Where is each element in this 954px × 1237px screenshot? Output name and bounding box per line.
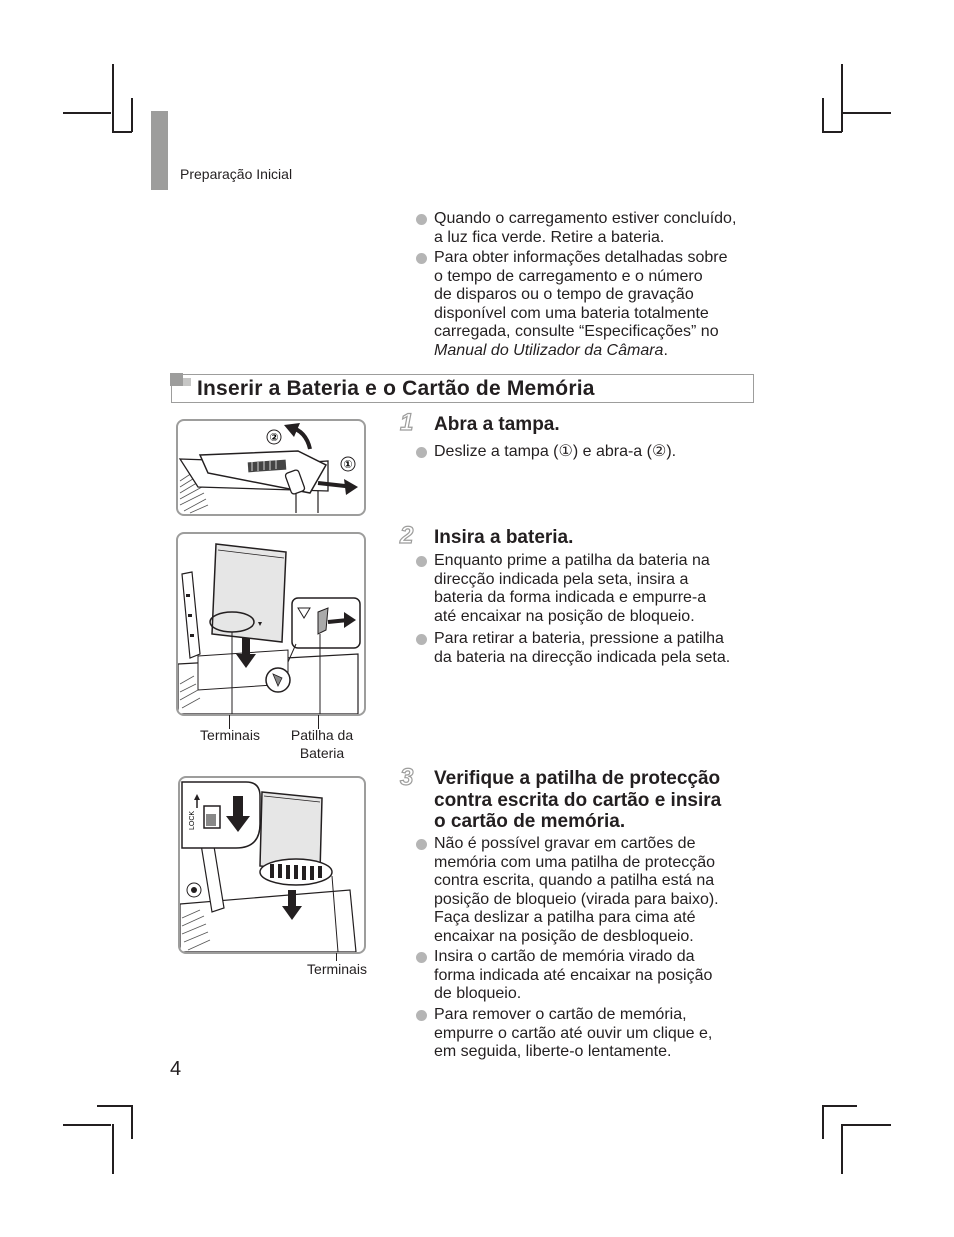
step-bullet: Não é possível gravar em cartões de memória com uma patilha de protecção contra escrita, quando a patilha está na posição de bloqueio (virada para baixo). Faça deslizar a patilha para cima até encaixar na posição de desbloqueio. xyxy=(416,835,761,947)
step-number: 2 xyxy=(400,522,414,549)
marker-1: ① xyxy=(343,458,353,471)
step-number: 3 xyxy=(400,764,414,791)
section-heading: Inserir a Bateria e o Cartão de Memória xyxy=(197,377,595,400)
step-bullet: Enquanto prime a patilha da bateria na direcção indicada pela seta, insira a bateria da forma indicada e empurre-a até encaixar na posição de bloqueio. xyxy=(416,552,761,626)
marker-2: ② xyxy=(269,431,279,444)
page-number: 4 xyxy=(170,1058,182,1080)
heading-square-icon xyxy=(183,378,191,386)
step-bullet: Para retirar a bateria, pressione a patilha da bateria na direcção indicada pela seta. xyxy=(416,630,761,667)
camera-cover-drawing xyxy=(178,421,364,514)
section-label: Preparação Inicial xyxy=(180,166,293,182)
step-title: Abra a tampa. xyxy=(434,414,560,435)
step-number: 1 xyxy=(400,409,414,436)
section-side-tab xyxy=(151,111,168,190)
step-bullet: Para remover o cartão de memória, empurre o cartão até ouvir um clique e, em seguida, liberte-o lentamente. xyxy=(416,1006,761,1062)
bullet-icon xyxy=(416,839,427,850)
label-terminals: Terminais xyxy=(200,727,260,743)
bullet-icon xyxy=(416,214,427,225)
label-card-terminals: Terminais xyxy=(307,961,367,977)
step-title: Insira a bateria. xyxy=(434,527,574,548)
bullet-icon xyxy=(416,952,427,963)
step-title: Verifique a patilha de protecção contra escrita do cartão e insira o cartão de memória. xyxy=(434,768,722,832)
bullet-icon xyxy=(416,1010,427,1021)
illustration-insert-card xyxy=(178,776,366,954)
illustration-insert-battery xyxy=(176,532,366,716)
step-bullet: Deslize a tampa (①) e abra-a (②). xyxy=(416,443,761,462)
illustration-open-cover xyxy=(176,419,366,516)
bullet-icon xyxy=(416,447,427,458)
step-bullet: Insira o cartão de memória virado da forma indicada até encaixar na posição de bloqueio. xyxy=(416,948,761,1004)
bullet-icon xyxy=(416,253,427,264)
heading-square-icon xyxy=(170,373,183,386)
memory-card-insert-drawing xyxy=(180,778,364,952)
bullet-icon xyxy=(416,556,427,567)
bullet-icon xyxy=(416,634,427,645)
lock-label: LOCK xyxy=(189,810,196,830)
label-battery-latch: Patilha da Bateria xyxy=(290,727,354,761)
battery-insert-drawing xyxy=(178,534,364,714)
intro-bullet: Para obter informações detalhadas sobre o tempo de carregamento e o número de disparos ou o tempo de gravação disponível com uma bateria totalmente carregada, consulte “Especificações” no Manual do Utilizador da Câmara. xyxy=(416,249,761,361)
intro-bullet: Quando o carregamento estiver concluído, a luz fica verde. Retire a bateria. xyxy=(416,210,761,247)
